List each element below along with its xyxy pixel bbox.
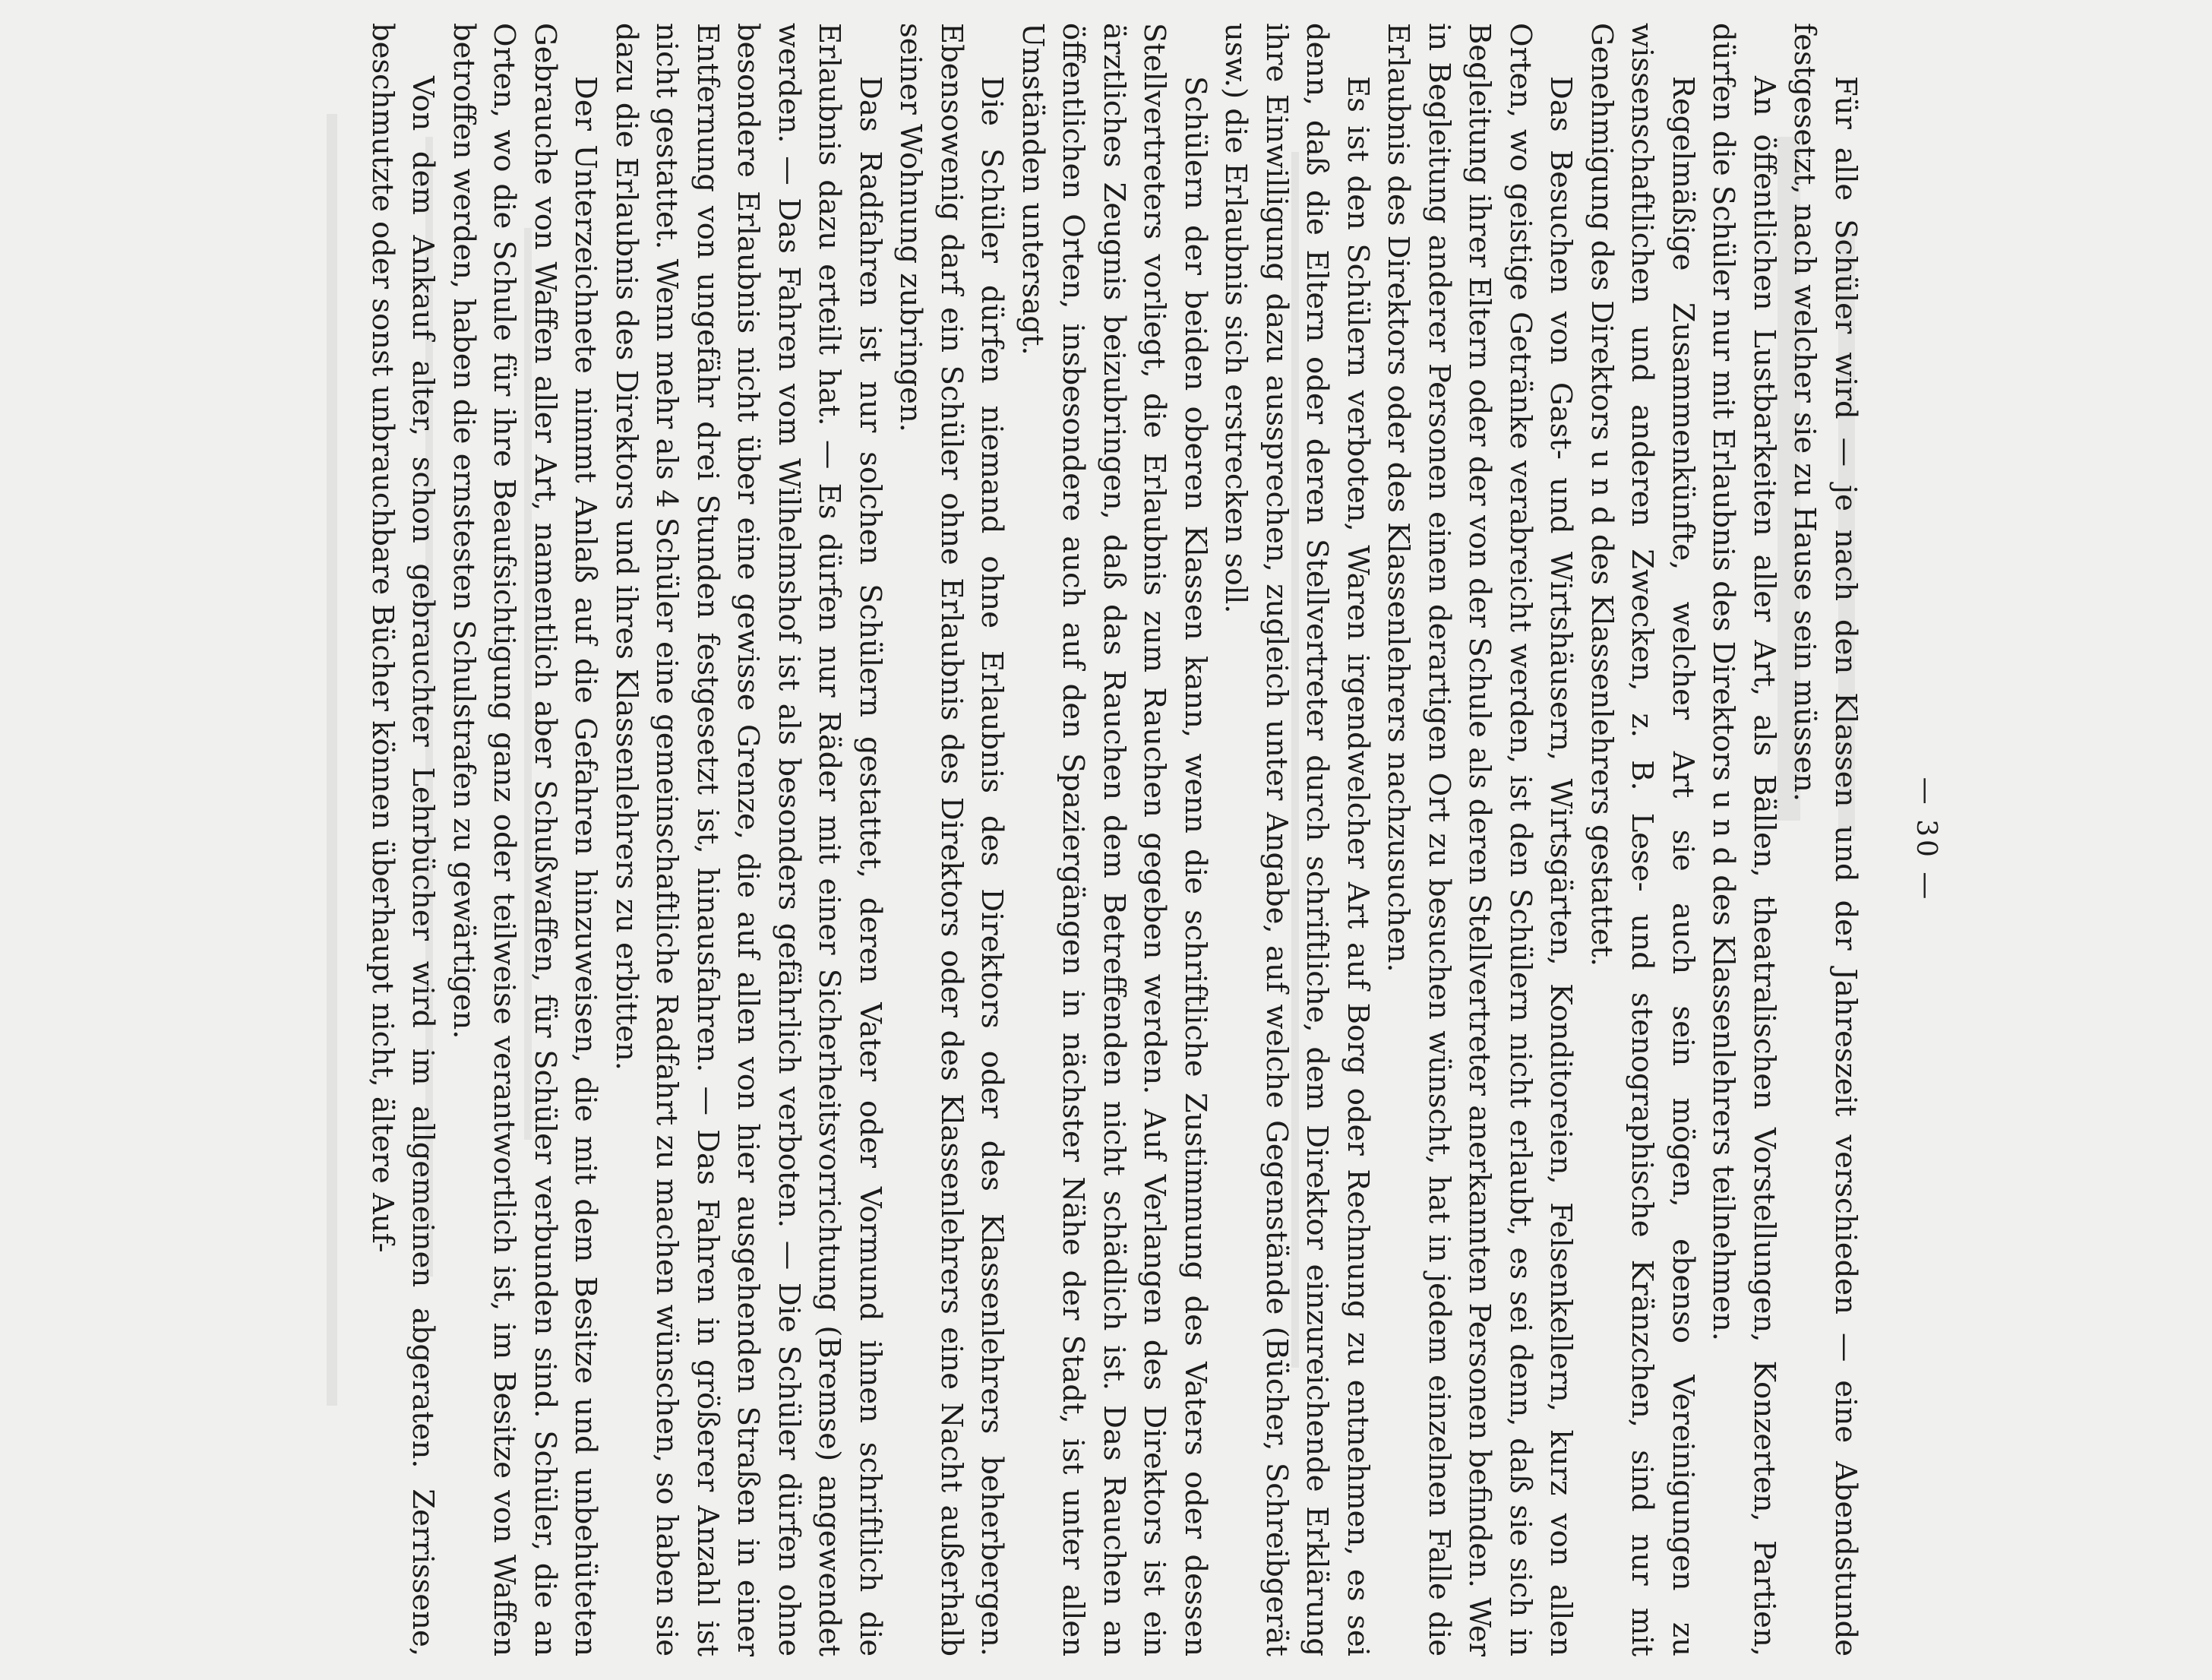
- paragraph-curfew: Für alle Schüler wird — je nach den Klassen und der Jahreszeit verschieden — eine Abendstunde festgesetzt, nach welcher sie zu Hause sein müssen.: [1787, 23, 1863, 1656]
- paragraph-public-amusements: An öffentlichen Lustbarkeiten aller Art, als Bällen, theatralischen Vorstellungen, Konzerten, Partien, dürfen die Schüler nur mit Erlaubnis des Direktors u n d des Klassenlehrers teilnehmen.: [1706, 23, 1781, 1656]
- paragraph-used-textbooks: Von dem Ankauf alter, schon gebrauchter Lehrbücher wird im allgemeinen abgeraten. Zerrissene, beschmutzte oder sonst unbrauchbare Bücher können überhaupt nicht, ältere Auf-: [365, 23, 441, 1656]
- paragraph-cycling: Das Radfahren ist nur solchen Schülern gestattet, deren Vater oder Vormund ihnen schriftlich die Erlaubnis dazu erteilt hat. — Es dürfen nur Räder mit einer Sicherheitsvorrichtung (Bremse) angewendet werden. — Das Fahren vom Wilhelmshof ist als besonders gefährlich verboten. — Die Schüler dürfen ohne besondere Erlaubnis nicht über eine gewisse Grenze, die auf allen von hier ausgehenden Straßen in einer Entfernung von ungefähr drei Stunden festgesetzt ist, hinausfahren. — Das Fahren in größerer Anzahl ist nicht gestattet. Wenn mehr als 4 Schüler eine gemeinschaftliche Radfahrt zu machen wünschen, so haben sie dazu die Erlaubnis des Direktors und ihres Klassenlehrers zu erbitten.: [609, 23, 887, 1656]
- paragraph-gatherings: Regelmäßige Zusammenkünfte, welcher Art sie auch sein mögen, ebenso Vereinigungen zu wissenschaftlichen und anderen Zwecken, z. B. Lese- und stenographische Kränzchen, sind nur mit Genehmigung des Direktors u n d des Klassenlehrers gestattet.: [1585, 23, 1700, 1656]
- page-number: — 30 —: [1910, 777, 1942, 903]
- paragraph-credit-purchases: Es ist den Schülern verboten, Waren irgendwelcher Art auf Borg oder Rechnung zu entnehmen, es sei denn, daß die Eltern oder deren Stellvertreter durch schriftliche, dem Direktor einzureichende Erklärung ihre Einwilligung dazu aussprechen, zugleich unter Angabe, auf welche Gegenstände (Bücher, Schreibgerät usw.) die Erlaubnis sich erstrecken soll.: [1218, 23, 1375, 1656]
- paragraph-lodging: Die Schüler dürfen niemand ohne Erlaubnis des Direktors oder des Klassenlehrers beherbergen. Ebensowenig darf ein Schüler ohne Erlaubnis des Direktors oder des Klassenlehrers eine Nacht außerhalb seiner Wohnung zubringen.: [893, 23, 1010, 1656]
- document-page: [232, 23, 1980, 1656]
- paragraph-smoking: Schülern der beiden oberen Klassen kann, wenn die schriftliche Zustimmung des Vaters oder dessen Stellvertreters vorliegt, die Erlaubnis zum Rauchen gegeben werden. Auf Verlangen des Direktors ist ein ärztliches Zeugnis beizubringen, daß das Rauchen dem Betreffenden nicht schädlich ist. Das Rauchen an öffentlichen Orten, insbesondere auch auf den Spaziergängen in nächster Nähe der Stadt, ist unter allen Umständen untersagt.: [1016, 23, 1212, 1656]
- body-text: [362, 23, 1866, 1656]
- paragraph-weapons: Der Unterzeichnete nimmt Anlaß auf die Gefahren hinzuweisen, die mit dem Besitze und unbehüteten Gebrauche von Waffen aller Art, namentlich aber Schußwaffen, für Schüler verbunden sind. Schüler, die an Orten, wo die Schule für ihre Beaufsichtigung ganz oder teilweise verantwortlich ist, im Besitze von Waffen betroffen werden, haben die ernstesten Schulstrafen zu gewärtigen.: [447, 23, 603, 1656]
- paragraph-taverns: Das Besuchen von Gast- und Wirtshäusern, Wirtsgärten, Konditoreien, Felsenkellern, kurz von allen Orten, wo geistige Getränke verabreicht werden, ist den Schülern nicht erlaubt, es sei denn, daß sie sich in Begleitung ihrer Eltern oder der von der Schule als deren Stellvertreter anerkannten Personen befinden. Wer in Begleitung anderer Personen einen derartigen Ort zu besuchen wünscht, hat in jedem einzelnen Falle die Erlaubnis des Direktors oder des Klassenlehrers nachzusuchen.: [1381, 23, 1578, 1656]
